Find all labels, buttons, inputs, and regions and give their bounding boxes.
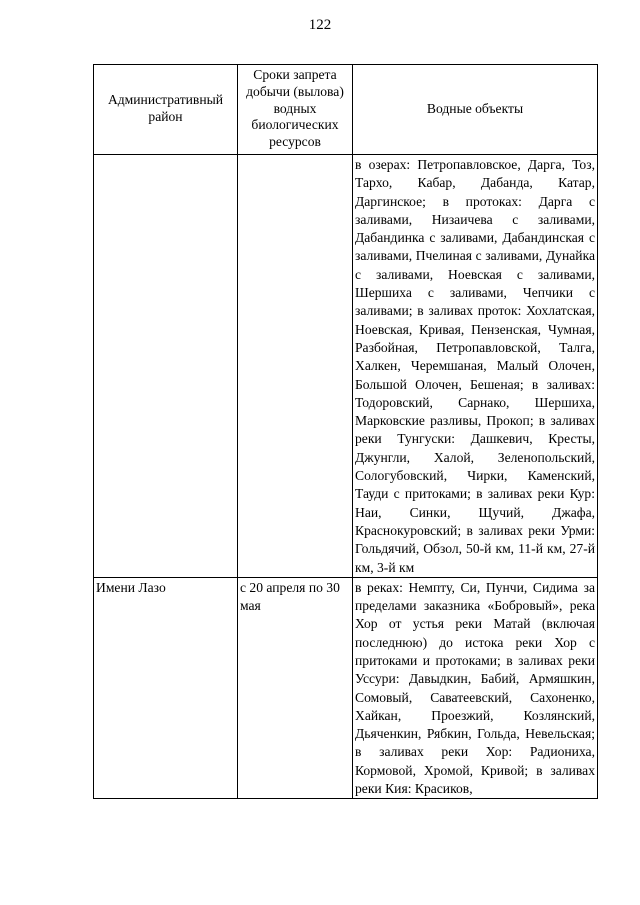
district-cell xyxy=(94,154,238,577)
header-district: Административный район xyxy=(94,65,238,155)
table-row xyxy=(94,577,598,799)
period-cell: с 20 апреля по 30 мая xyxy=(238,577,353,799)
table-header-row xyxy=(94,65,598,155)
regulations-table xyxy=(93,64,598,799)
header-water-bodies: Водные объекты xyxy=(353,65,598,155)
header-ban-period: Сроки запрета добычи (вылова) водных биологических ресурсов xyxy=(238,65,353,155)
water-bodies-cell: в озерах: Петропавловское, Дарга, Тоз, Тархо, Кабар, Дабанда, Катар, Даргинское; в протоках: Дарга с заливами, Низаичева с заливами, Дабандинка с заливами, Дабандинская с заливами, Пчелиная с заливами, Дунайка с заливами, Ноевская с заливами, Шершиха с заливами, Чепчики с заливами; в заливах проток: Хохлатская, Ноевская, Кривая, Пензенская, Чумная, Разбойная, Петропавловской, Талга, Халкен, Черемшаная, Малый Олочен, Большой Олочен, Бешеная; в заливах: Тодоровский, Сарнако, Шершиха, Марковские разливы, Прокоп; в заливах реки Тунгуски: Дашкевич, Кресты, Джунгли, Халой, Зеленопольский, Сологубовский, Чирки, Каменский, Тауди с притоками; в заливах реки Кур: Наи, Синки, Щучий, Джафа, Краснокуровский; в заливах реки Урми: Гольдячий, Обзол, 50-й км, 11-й км, 27-й км, 3-й км xyxy=(353,154,598,577)
table-row xyxy=(94,154,598,577)
district-cell: Имени Лазо xyxy=(94,577,238,799)
period-cell xyxy=(238,154,353,577)
page-number: 122 xyxy=(308,17,332,33)
water-bodies-cell: в реках: Немпту, Си, Пунчи, Сидима за пределами заказника «Бобровый», река Хор от устья реки Матай (включая последнюю) до истока реки Хор с притоками и протоками; в заливах реки Уссури: Давыдкин, Бабий, Армяшкин, Сомовый, Саватеевский, Сахоненко, Хайкан, Проезжий, Козлянский, Дьяченкин, Рябкин, Гольда, Невельская; в заливах реки Хор: Радиониха, Кормовой, Хромой, Кривой; в заливах реки Кия: Красиков, xyxy=(353,577,598,799)
